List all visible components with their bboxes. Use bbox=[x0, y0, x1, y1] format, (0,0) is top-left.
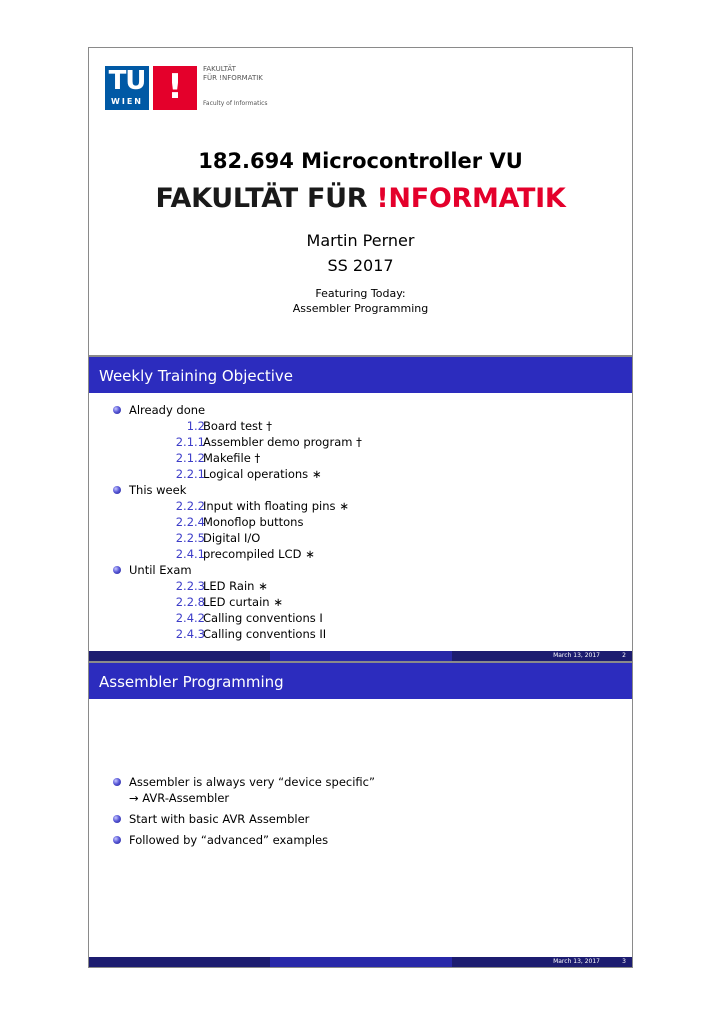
footer-segment-middle bbox=[270, 651, 452, 661]
subitem-number: 2.2.4 bbox=[175, 515, 205, 529]
tu-logo-text: TU bbox=[108, 66, 146, 96]
wien-logo-text: WIEN bbox=[111, 97, 143, 106]
list-item-label: This week bbox=[129, 483, 187, 497]
slide-assembler-programming bbox=[88, 662, 633, 968]
subitem-number: 2.4.3 bbox=[175, 627, 205, 641]
subitem-text: Makefile † bbox=[203, 451, 261, 465]
subitem-text: Logical operations ∗ bbox=[203, 467, 322, 481]
slide-footer bbox=[89, 651, 632, 661]
faculty-title bbox=[89, 182, 632, 216]
subitem-text: LED Rain ∗ bbox=[203, 579, 268, 593]
list-item-label: Assembler is always very “device specific” bbox=[129, 775, 375, 789]
footer-segment-left bbox=[89, 957, 270, 967]
subitem-number: 2.2.5 bbox=[175, 531, 205, 545]
subitem-number: 2.1.1 bbox=[175, 435, 205, 449]
subitem-number: 2.2.1 bbox=[175, 467, 205, 481]
featuring-label: Featuring Today: bbox=[315, 287, 406, 300]
title-slide bbox=[88, 47, 633, 356]
exclamation-glyph: ! bbox=[167, 67, 183, 107]
list-item-label: Start with basic AVR Assembler bbox=[129, 812, 310, 826]
subitem-text: Input with floating pins ∗ bbox=[203, 499, 349, 513]
subitem-number: 1.2 bbox=[186, 419, 205, 433]
subitem-number: 2.2.3 bbox=[175, 579, 205, 593]
subitem-number: 2.4.2 bbox=[175, 611, 205, 625]
subitem-text: precompiled LCD ∗ bbox=[203, 547, 315, 561]
subitem-text: LED curtain ∗ bbox=[203, 595, 283, 609]
slide-weekly-training-objective bbox=[88, 356, 633, 662]
footer-page-number: 3 bbox=[622, 958, 626, 965]
term: SS 2017 bbox=[327, 256, 394, 275]
subitem-text: Calling conventions I bbox=[203, 611, 323, 625]
frame-title: Weekly Training Objective bbox=[89, 357, 632, 393]
footer-date: March 13, 2017 bbox=[553, 958, 600, 965]
subitem-number: 2.1.2 bbox=[175, 451, 205, 465]
footer-segment-left bbox=[89, 651, 270, 661]
list-item-label: Already done bbox=[129, 403, 206, 417]
footer-segment-middle bbox=[270, 957, 452, 967]
bullet-icon bbox=[113, 566, 121, 574]
subitem-text: Board test † bbox=[203, 419, 272, 433]
bullet-icon bbox=[113, 406, 121, 414]
informatik-exclamation-icon bbox=[153, 66, 197, 110]
course-title: 182.694 Microcontroller VU bbox=[198, 149, 523, 173]
bullet-icon bbox=[113, 815, 121, 823]
logo-line-fakultaet: FAKULTÄT bbox=[203, 65, 236, 73]
featuring-topic: Assembler Programming bbox=[292, 302, 429, 315]
subitem-number: 2.4.1 bbox=[175, 547, 205, 561]
bullet-icon bbox=[113, 778, 121, 786]
subitem-text: Digital I/O bbox=[203, 531, 261, 545]
tu-wien-logo bbox=[105, 64, 275, 112]
subitem-text: Monoflop buttons bbox=[203, 515, 304, 529]
logo-line-faculty: Faculty of Informatics bbox=[203, 100, 268, 107]
subitem-number: 2.2.2 bbox=[175, 499, 205, 513]
footer-page-number: 2 bbox=[622, 652, 626, 659]
author-name: Martin Perner bbox=[306, 231, 415, 250]
subitem-text: Assembler demo program † bbox=[203, 435, 362, 449]
list-item-label: Followed by “advanced” examples bbox=[129, 833, 329, 847]
faculty-title-red: !NFORMATIK bbox=[376, 183, 566, 214]
slide-footer bbox=[89, 957, 632, 967]
subitem-text: Calling conventions II bbox=[203, 627, 327, 641]
faculty-title-black: FAKULTÄT FÜR bbox=[155, 183, 377, 214]
footer-segment-right bbox=[452, 651, 633, 661]
frame-title: Assembler Programming bbox=[89, 663, 632, 699]
bullet-icon bbox=[113, 836, 121, 844]
logo-line-informatik: FÜR !NFORMATIK bbox=[203, 74, 263, 82]
list-item-label: → AVR-Assembler bbox=[129, 791, 230, 805]
list-item-label: Until Exam bbox=[129, 563, 192, 577]
subitem-number: 2.2.8 bbox=[175, 595, 205, 609]
footer-segment-right bbox=[452, 957, 633, 967]
bullet-icon bbox=[113, 486, 121, 494]
tu-logo-box bbox=[105, 66, 149, 110]
footer-date: March 13, 2017 bbox=[553, 652, 600, 659]
